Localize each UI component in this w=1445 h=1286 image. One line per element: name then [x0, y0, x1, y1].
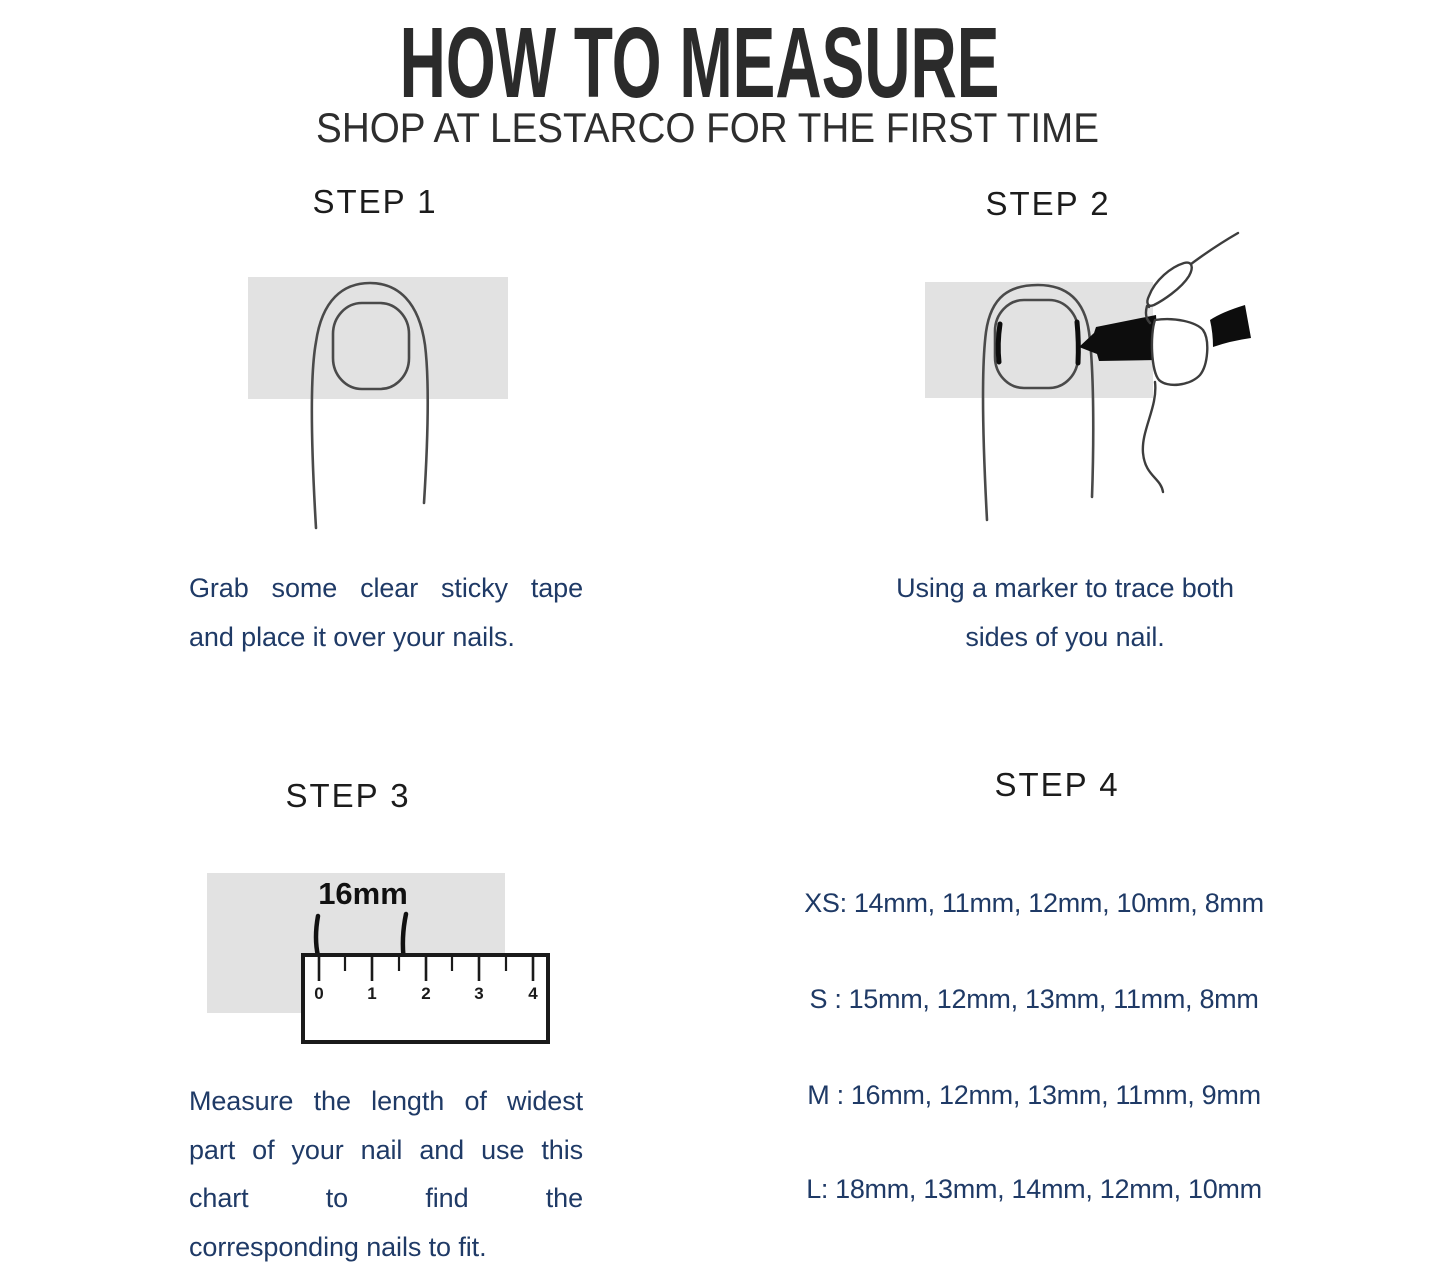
step3-heading: STEP 3	[285, 777, 411, 814]
caption-line: Measure the length of widest	[189, 1086, 583, 1116]
ruler-number: 0	[314, 984, 324, 1003]
size-values: 15mm, 12mm, 13mm, 11mm, 8mm	[848, 984, 1259, 1014]
caption-line: sides of you nail.	[965, 621, 1165, 652]
trace-mark-right	[1077, 322, 1078, 363]
wrist-line	[1143, 382, 1163, 492]
ruler-number: 3	[474, 984, 484, 1003]
page-subtitle: SHOP AT LESTARCO FOR THE FIRST TIME	[316, 104, 1099, 151]
tape-rect	[248, 277, 508, 399]
caption-line: part of your nail and use this	[189, 1134, 583, 1165]
ruler-number: 2	[421, 984, 431, 1003]
marker-cap-icon	[1210, 305, 1251, 347]
thumbnail-outline	[1147, 263, 1191, 306]
trace-mark-left	[316, 916, 318, 956]
ruler-number: 4	[528, 984, 538, 1003]
subheader	[0, 104, 1415, 152]
caption-line: Using a marker to trace both	[896, 573, 1234, 603]
size-chart-row-s	[788, 984, 1280, 1015]
size-label: S :	[809, 984, 842, 1014]
step3-illustration-ruler	[195, 858, 575, 1063]
page-title: HOW TO MEASURE	[400, 7, 1000, 119]
ruler-number: 1	[367, 984, 377, 1003]
trace-mark-left	[998, 324, 1000, 362]
header	[0, 7, 1400, 119]
size-values: 16mm, 12mm, 13mm, 11mm, 9mm	[850, 1080, 1261, 1110]
measurement-label: 16mm	[318, 876, 408, 911]
size-chart-row-m	[788, 1080, 1280, 1111]
caption-line: corresponding nails to fit.	[189, 1231, 487, 1262]
size-label: XS:	[804, 888, 847, 918]
size-label: L:	[806, 1174, 829, 1204]
size-label: M :	[807, 1080, 844, 1110]
size-chart-row-xs	[788, 888, 1280, 919]
step4-heading: STEP 4	[994, 766, 1120, 803]
step2-illustration-marker-tracing	[900, 230, 1290, 560]
step1-illustration-finger-under-tape	[200, 250, 560, 560]
caption-line: chart to find the	[189, 1183, 583, 1213]
step2-caption	[855, 564, 1275, 661]
caption-line: Grab some clear sticky tape	[189, 573, 583, 603]
step2-heading: STEP 2	[985, 185, 1111, 222]
size-values: 18mm, 13mm, 14mm, 12mm, 10mm	[835, 1174, 1262, 1204]
size-chart-row-l	[788, 1174, 1280, 1205]
size-values: 14mm, 11mm, 12mm, 10mm, 8mm	[853, 888, 1264, 918]
step1-caption	[189, 564, 583, 661]
step3-caption	[189, 1077, 583, 1271]
step1-heading: STEP 1	[312, 183, 438, 220]
curled-finger-outline	[1152, 319, 1207, 385]
caption-line: and place it over your nails.	[189, 621, 515, 652]
